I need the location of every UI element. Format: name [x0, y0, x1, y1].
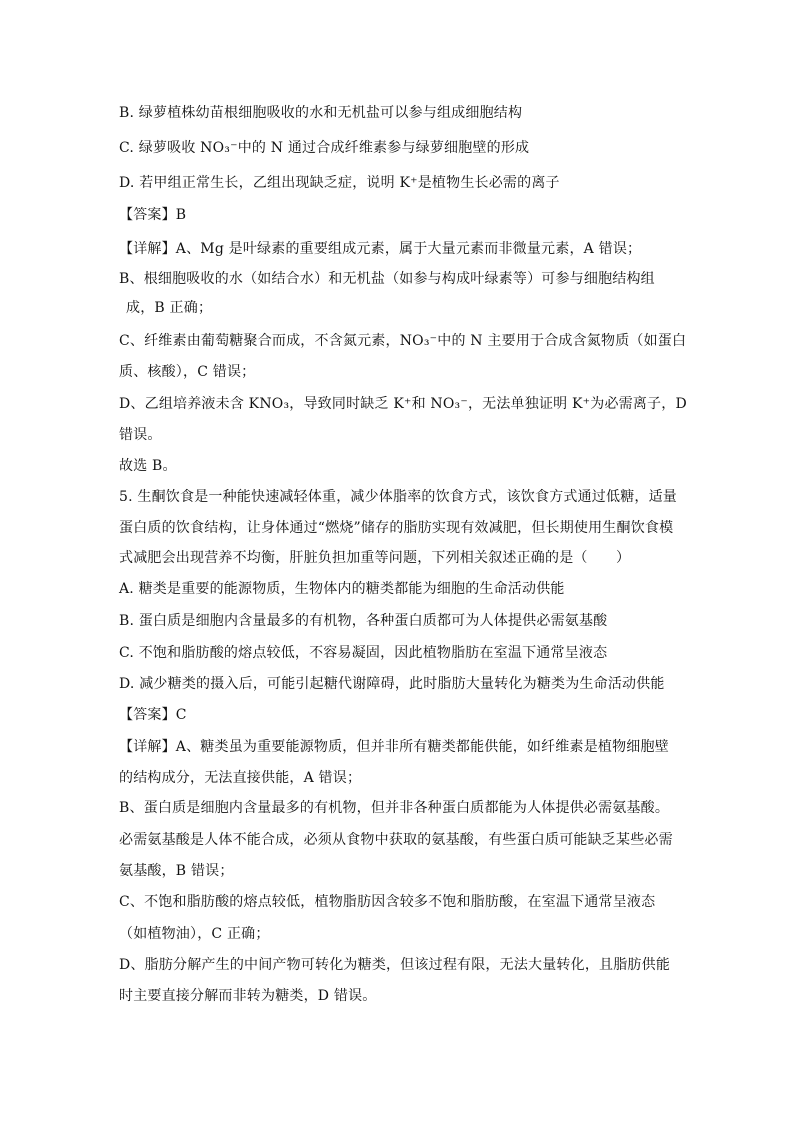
q5-analysis-line: B、蛋白质是细胞内含量最多的有机物，但并非各种蛋白质都能为人体提供必需氨基酸。 [119, 800, 670, 816]
q4-conclusion: 故选 B。 [119, 458, 177, 474]
q4-analysis-line: C、纤维素由葡萄糖聚合而成，不含氮元素，NO₃⁻中的 N 主要用于合成含氮物质（如蛋白 [119, 333, 687, 349]
q5-option-a: A. 糖类是重要的能源物质，生物体内的糖类都能为细胞的生命活动供能 [119, 581, 565, 597]
q5-stem-line: 5. 生酮饮食是一种能快速减轻体重，减少体脂率的饮食方式，该饮食方式通过低糖，适量 [119, 489, 678, 505]
q5-option-c: C. 不饱和脂肪酸的熔点较低，不容易凝固，因此植物脂肪在室温下通常呈液态 [119, 645, 608, 661]
q4-analysis-line: 【详解】A、Mg 是叶绿素的重要组成元素，属于大量元素而非微量元素，A 错误； [119, 241, 642, 257]
q5-answer: 【答案】C [119, 707, 187, 723]
q5-stem-line: 蛋白质的饮食结构，让身体通过“燃烧”储存的脂肪实现有效减肥，但长期使用生酮饮食模 [119, 520, 674, 536]
q5-stem-line: 式减肥会出现营养不均衡，肝脏负担加重等问题，下列相关叙述正确的是（ ） [119, 550, 631, 566]
q5-analysis-line: D、脂肪分解产生的中间产物可转化为糖类，但该过程有限，无法大量转化，且脂肪供能 [119, 957, 671, 973]
q5-analysis-line: 的结构成分，无法直接供能，A 错误； [119, 770, 362, 786]
q4-analysis-line: 错误。 [119, 427, 162, 443]
q4-analysis-line: D、乙组培养液未含 KNO₃，导致同时缺乏 K⁺和 NO₃⁻，无法单独证明 K⁺为必需离子，D [119, 396, 687, 412]
q4-analysis-line: 成，B 正确； [126, 300, 213, 316]
q4-option-d: D. 若甲组正常生长，乙组出现缺乏症，说明 K⁺是植物生长必需的离子 [119, 175, 560, 191]
q5-analysis-line: 时主要直接分解而非转为糖类，D 错误。 [119, 988, 377, 1004]
q5-analysis-line: 氨基酸，B 错误； [119, 863, 234, 879]
q4-analysis-line: 质、核酸），C 错误； [119, 364, 256, 380]
q4-analysis-line: B、根细胞吸收的水（如结合水）和无机盐（如参与构成叶绿素等）可参与细胞结构组 [119, 271, 655, 287]
q5-option-d: D. 减少糖类的摄入后，可能引起糖代谢障碍，此时脂肪大量转化为糖类为生命活动供能 [119, 676, 665, 692]
q4-option-c: C. 绿萝吸收 NO₃⁻中的 N 通过合成纤维素参与绿萝细胞壁的形成 [119, 140, 530, 156]
q5-analysis-line: 必需氨基酸是人体不能合成，必须从食物中获取的氨基酸，有些蛋白质可能缺乏某些必需 [119, 832, 673, 848]
q4-option-b: B. 绿萝植株幼苗根细胞吸收的水和无机盐可以参与组成细胞结构 [119, 105, 523, 121]
q5-analysis-line: （如植物油），C 正确； [119, 926, 270, 942]
q5-analysis-line: 【详解】A、糖类虽为重要能源物质，但并非所有糖类都能供能，如纤维素是植物细胞壁 [119, 739, 669, 755]
q5-analysis-line: C、不饱和脂肪酸的熔点较低，植物脂肪因含较多不饱和脂肪酸，在室温下通常呈液态 [119, 894, 656, 910]
q4-answer: 【答案】B [119, 207, 187, 223]
q5-option-b: B. 蛋白质是细胞内含量最多的有机物，各种蛋白质都可为人体提供必需氨基酸 [119, 613, 608, 629]
